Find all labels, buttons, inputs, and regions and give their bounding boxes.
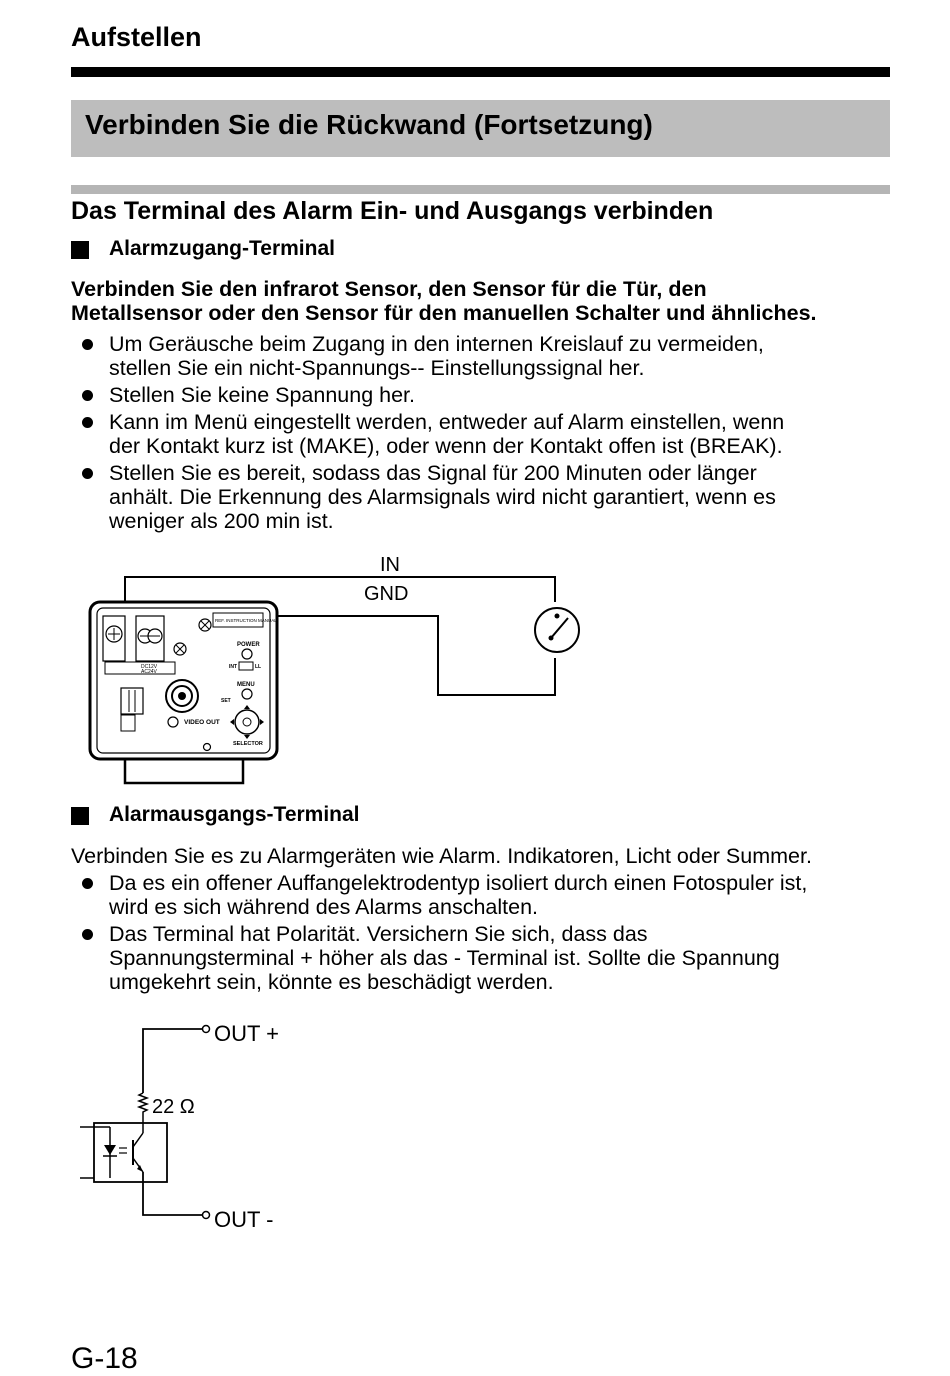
alarm-output-circuit-diagram bbox=[80, 1015, 320, 1240]
bullet-icon bbox=[82, 468, 93, 479]
square-bullet-icon bbox=[71, 241, 89, 259]
power-label: POWER bbox=[237, 642, 260, 648]
bullet-line: Um Geräusche beim Zugang in den internen Kreislauf zu vermeiden, bbox=[109, 332, 764, 356]
video-out-label: VIDEO OUT bbox=[184, 719, 220, 726]
alarm-in-intro bbox=[71, 277, 901, 325]
bullet-icon bbox=[82, 339, 93, 350]
out-plus-terminal-icon bbox=[203, 1026, 210, 1033]
alarm-in-heading bbox=[71, 237, 571, 263]
out-minus-label: OUT - bbox=[214, 1207, 274, 1232]
bullet-item bbox=[71, 410, 901, 458]
out-minus-terminal-icon bbox=[203, 1212, 210, 1219]
alarm-in-bullets bbox=[71, 332, 901, 536]
resistor-label: 22 Ω bbox=[152, 1096, 195, 1118]
bullet-item bbox=[71, 871, 901, 919]
bullet-icon bbox=[82, 390, 93, 401]
bullet-line: Stellen Sie keine Spannung her. bbox=[109, 383, 416, 407]
alarm-in-heading-text: Alarmzugang-Terminal bbox=[109, 237, 335, 260]
page-title: Verbinden Sie die Rückwand (Fortsetzung) bbox=[85, 109, 653, 140]
top-rule bbox=[71, 67, 890, 77]
bullet-line: der Kontakt kurz ist (MAKE), oder wenn der Kontakt offen ist (BREAK). bbox=[109, 434, 783, 458]
title-banner bbox=[71, 100, 890, 157]
alarm-out-heading bbox=[71, 803, 571, 829]
subheading: Das Terminal des Alarm Ein- und Ausgangs verbinden bbox=[71, 197, 714, 225]
gnd-label: GND bbox=[364, 583, 409, 605]
out-plus-label: OUT + bbox=[214, 1021, 280, 1046]
bullet-icon bbox=[82, 417, 93, 428]
bullet-line: anhält. Die Erkennung des Alarmsignals wird nicht garantiert, wenn es bbox=[109, 485, 776, 509]
power-led-icon bbox=[242, 649, 252, 659]
section-title: Aufstellen bbox=[71, 22, 202, 52]
dc12v-label: DC12V bbox=[141, 664, 158, 670]
bullet-icon bbox=[82, 929, 93, 940]
square-bullet-icon bbox=[71, 807, 89, 825]
set-label: SET bbox=[221, 698, 231, 704]
instruction-label: REF. INSTRUCTION MANUAL bbox=[215, 618, 277, 623]
section-divider bbox=[71, 185, 890, 194]
bullet-item bbox=[71, 461, 901, 533]
ll-label: LL bbox=[255, 664, 262, 670]
bullet-line: Kann im Menü eingestellt werden, entweder auf Alarm einstellen, wenn bbox=[109, 410, 785, 434]
bullet-line: Spannungsterminal + höher als das - Terminal ist. Sollte die Spannung bbox=[109, 946, 780, 970]
bullet-line: weniger als 200 min ist. bbox=[109, 509, 334, 533]
in-label: IN bbox=[380, 554, 400, 576]
bullet-item bbox=[71, 383, 901, 407]
bullet-line: umgekehrt sein, könnte es beschädigt werden. bbox=[109, 970, 554, 994]
int-label: INT bbox=[229, 664, 238, 670]
bullet-icon bbox=[82, 878, 93, 889]
alarm-out-intro: Verbinden Sie es zu Alarmgeräten wie Alarm. Indikatoren, Licht oder Summer. bbox=[71, 844, 812, 868]
bullet-line: Da es ein offener Auffangelektrodentyp isoliert durch einen Fotospuler ist, bbox=[109, 871, 808, 895]
alarm-out-heading-text: Alarmausgangs-Terminal bbox=[109, 803, 360, 826]
resistor-icon bbox=[139, 1093, 147, 1123]
intro-line: Verbinden Sie den infrarot Sensor, den Sensor für die Tür, den bbox=[71, 277, 707, 301]
led-icon bbox=[104, 1145, 116, 1155]
bullet-item bbox=[71, 332, 901, 380]
alarm-input-wiring-diagram bbox=[85, 550, 595, 785]
bullet-line: wird es sich während des Alarms anschalten. bbox=[109, 895, 539, 919]
alarm-out-bullets bbox=[71, 871, 901, 997]
menu-label: MENU bbox=[237, 682, 255, 688]
bullet-item bbox=[71, 922, 901, 994]
page-number: G-18 bbox=[71, 1342, 138, 1375]
bullet-line: stellen Sie ein nicht-Spannungs-- Einstellungssignal her. bbox=[109, 356, 645, 380]
bullet-line: Das Terminal hat Polarität. Versichern Sie sich, dass das bbox=[109, 922, 648, 946]
selector-label: SELECTOR bbox=[233, 741, 263, 747]
ac24v-label: AC24V bbox=[141, 669, 157, 675]
photocoupler-icon bbox=[94, 1123, 167, 1182]
intro-line: Metallsensor oder den Sensor für den manuellen Schalter und ähnliches. bbox=[71, 301, 817, 325]
menu-button-icon bbox=[242, 689, 252, 699]
bullet-line: Stellen Sie es bereit, sodass das Signal für 200 Minuten oder länger bbox=[109, 461, 757, 485]
